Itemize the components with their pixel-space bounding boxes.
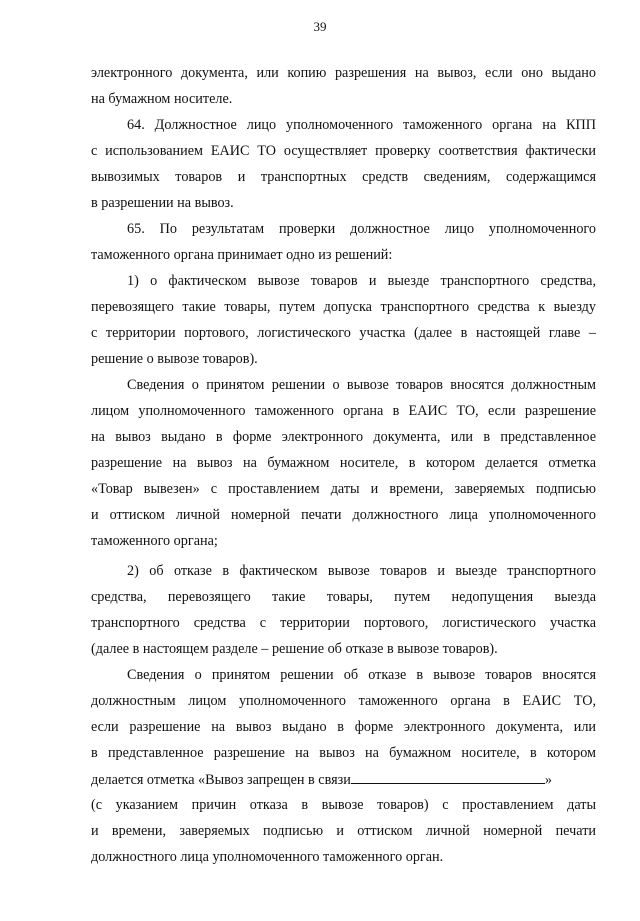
text-line: в представленное разрешение на вывоз на бумажном носителе, в котором bbox=[91, 745, 596, 761]
text-line: 64. Должностное лицо уполномоченного таможенного органа на КПП bbox=[127, 117, 596, 133]
text-fragment: » bbox=[544, 772, 552, 788]
text-line: средства, перевозящего такие товары, путем недопущения выезда bbox=[91, 589, 596, 605]
text-line: электронного документа, или копию разрешения на вывоз, если оно выдано bbox=[91, 65, 596, 81]
text-line: таможенного органа принимает одно из решений: bbox=[91, 247, 393, 263]
text-line: Сведения о принятом решении об отказе в вывозе товаров вносятся bbox=[127, 667, 596, 683]
text-line: и времени, заверяемых подписью и оттиском личной номерной печати bbox=[91, 823, 596, 839]
text-line: «Товар вывезен» с проставлением даты и времени, заверяемых подписью bbox=[91, 481, 596, 497]
text-line: на вывоз выдано в форме электронного документа, или в представленное bbox=[91, 429, 596, 445]
text-line: (далее в настоящем разделе – решение об отказе в вывозе товаров). bbox=[91, 641, 498, 657]
text-line: с использованием ЕАИС ТО осуществляет проверку соответствия фактически bbox=[91, 143, 596, 159]
text-line: лицом уполномоченного таможенного органа в ЕАИС ТО, если разрешение bbox=[91, 403, 596, 419]
text-fragment: делается отметка «Вывоз запрещен в связи bbox=[91, 772, 351, 788]
text-line: если разрешение на вывоз выдано в форме электронного документа, или bbox=[91, 719, 596, 735]
text-line: с территории портового, логистического участка (далее в настоящей главе – bbox=[91, 325, 596, 341]
text-line: транспортного средства с территории портового, логистического участка bbox=[91, 615, 596, 631]
text-line: 1) о фактическом вывозе товаров и выезде транспортного средства, bbox=[127, 273, 596, 289]
text-line: должностным лицом уполномоченного таможенного органа в ЕАИС ТО, bbox=[91, 693, 596, 709]
text-line: и оттиском личной номерной печати должностного лица уполномоченного bbox=[91, 507, 596, 523]
text-line: разрешение на вывоз на бумажном носителе, в котором делается отметка bbox=[91, 455, 596, 471]
text-line: вывозимых товаров и транспортных средств сведениям, содержащимся bbox=[91, 169, 596, 185]
text-line-with-blank bbox=[91, 770, 596, 789]
text-line: 65. По результатам проверки должностное лицо уполномоченного bbox=[127, 221, 596, 237]
page-number: 39 bbox=[313, 19, 327, 34]
blank-field-underline bbox=[351, 770, 545, 784]
text-line: перевозящего такие товары, путем допуска транспортного средства к выезду bbox=[91, 299, 596, 315]
text-line: на бумажном носителе. bbox=[91, 91, 233, 107]
text-line: (с указанием причин отказа в вывозе товаров) с проставлением даты bbox=[91, 797, 596, 813]
text-line: 2) об отказе в фактическом вывозе товаров и выезде транспортного bbox=[127, 563, 596, 579]
text-line: в разрешении на вывоз. bbox=[91, 195, 234, 211]
text-line: должностного лица уполномоченного таможенного орган. bbox=[91, 849, 444, 865]
text-line: решение о вывозе товаров). bbox=[91, 351, 258, 367]
text-line: таможенного органа; bbox=[91, 533, 218, 549]
text-line: Сведения о принятом решении о вывозе товаров вносятся должностным bbox=[127, 377, 596, 393]
